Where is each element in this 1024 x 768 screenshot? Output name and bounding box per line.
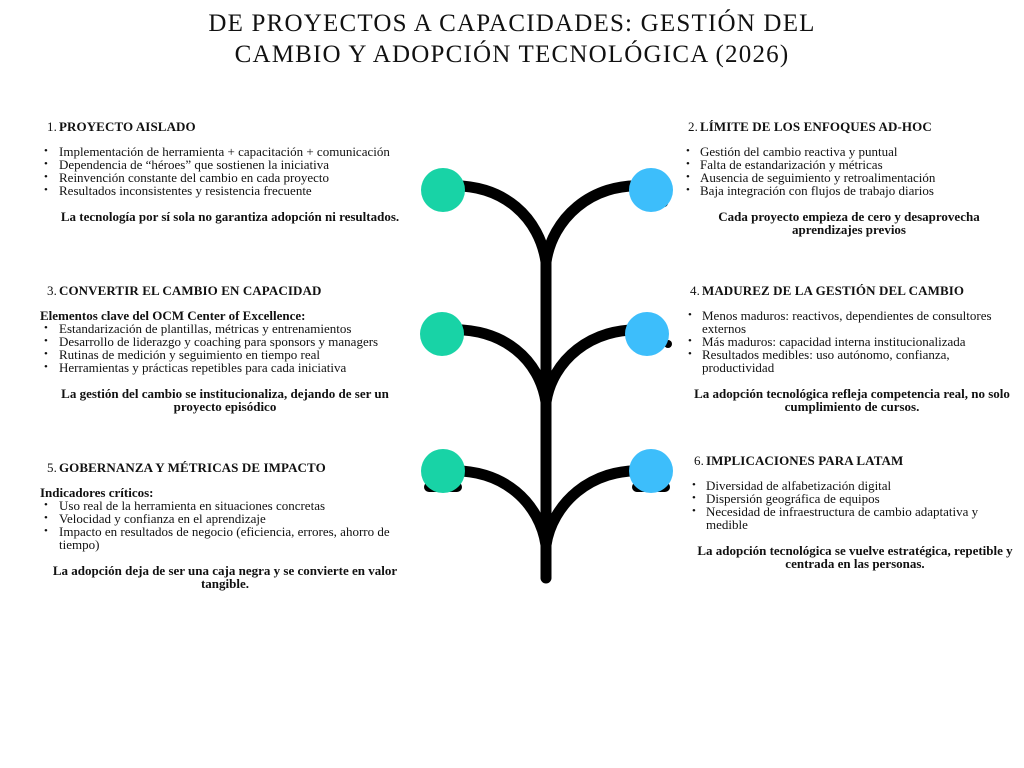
- list-item: • Más maduros: capacidad interna institucionalizada: [684, 335, 1020, 348]
- section-title: GOBERNANZA Y MÉTRICAS DE IMPACTO: [58, 460, 326, 475]
- list-item: • Dependencia de “héroes” que sostienen la iniciativa: [40, 158, 420, 171]
- node-2-circle: [629, 168, 673, 212]
- section-conclusion: La adopción tecnológica refleja competencia real, no solo cumplimiento de cursos.: [694, 386, 1010, 414]
- list-item: • Dispersión geográfica de equipos: [690, 492, 1020, 505]
- bullet-list: [40, 145, 420, 197]
- section-title: PROYECTO AISLADO: [58, 119, 196, 134]
- bullet-list: [690, 479, 1020, 531]
- tree-branches: [445, 186, 646, 578]
- section-conclusion: La tecnología por sí sola no garantiza adopción ni resultados.: [60, 209, 400, 224]
- section-conclusion: La gestión del cambio se institucionaliza, dejando de ser un proyecto episódico: [61, 386, 389, 414]
- list-item: • Ausencia de seguimiento y retroalimentación: [684, 171, 1014, 184]
- section-intro: Indicadores críticos:: [40, 485, 154, 500]
- section-2-limite-enfoques: [684, 119, 1014, 236]
- node-4-circle: [625, 312, 669, 356]
- section-number: 1.: [47, 119, 57, 134]
- section-heading: [40, 283, 410, 299]
- list-item: • Resultados medibles: uso autónomo, confianza, productividad: [684, 348, 1020, 374]
- list-item: • Rutinas de medición y seguimiento en tiempo real: [40, 348, 410, 361]
- section-4-madurez: [684, 283, 1020, 413]
- list-item: • Estandarización de plantillas, métricas y entrenamientos: [40, 322, 410, 335]
- section-number: 6.: [694, 453, 704, 468]
- list-item: • Gestión del cambio reactiva y puntual: [684, 145, 1014, 158]
- list-item: • Velocidad y confianza en el aprendizaje: [40, 512, 410, 525]
- section-heading: [40, 119, 420, 135]
- section-heading: [40, 460, 410, 476]
- node-5-circle: [421, 449, 465, 493]
- section-conclusion: La adopción deja de ser una caja negra y se convierte en valor tangible.: [52, 563, 398, 591]
- title-line-2: CAMBIO Y ADOPCIÓN TECNOLÓGICA (2026): [234, 41, 790, 68]
- section-title: LÍMITE DE LOS ENFOQUES AD-HOC: [699, 119, 932, 134]
- list-item: • Menos maduros: reactivos, dependientes de consultores externos: [684, 309, 1020, 335]
- section-heading: [684, 283, 1020, 299]
- section-title: IMPLICACIONES PARA LATAM: [705, 453, 904, 468]
- list-item: • Resultados inconsistentes y resistencia frecuente: [40, 184, 420, 197]
- section-title: CONVERTIR EL CAMBIO EN CAPACIDAD: [58, 283, 322, 298]
- list-item: • Reinvención constante del cambio en cada proyecto: [40, 171, 420, 184]
- bullet-list: [684, 145, 1014, 197]
- section-1-proyecto-aislado: [40, 119, 420, 223]
- section-number: 3.: [47, 283, 57, 298]
- section-conclusion: Cada proyecto empieza de cero y desaprovecha aprendizajes previos: [718, 209, 980, 237]
- section-3-convertir-cambio: [40, 283, 410, 413]
- list-item: • Baja integración con flujos de trabajo diarios: [684, 184, 1014, 197]
- node-1-circle: [421, 168, 465, 212]
- branch-6-right: [546, 471, 646, 545]
- list-item: • Herramientas y prácticas repetibles para cada iniciativa: [40, 361, 410, 374]
- section-conclusion: La adopción tecnológica se vuelve estratégica, repetible y centrada en las personas.: [697, 543, 1013, 571]
- node-6-circle: [629, 449, 673, 493]
- list-item: • Implementación de herramienta + capacitación + comunicación: [40, 145, 420, 158]
- bullet-list: [40, 499, 410, 551]
- section-5-gobernanza: [40, 460, 410, 590]
- list-item: • Necesidad de infraestructura de cambio adaptativa y medible: [690, 505, 1020, 531]
- section-6-latam: [690, 453, 1020, 570]
- section-number: 2.: [688, 119, 698, 134]
- list-item: • Impacto en resultados de negocio (eficiencia, errores, ahorro de tiempo): [40, 525, 410, 551]
- title-line-1: DE PROYECTOS A CAPACIDADES: GESTIÓN DEL: [208, 10, 816, 37]
- section-number: 4.: [690, 283, 700, 298]
- section-title: MADUREZ DE LA GESTIÓN DEL CAMBIO: [701, 283, 965, 298]
- bullet-list: [684, 309, 1020, 374]
- node-3-circle: [420, 312, 464, 356]
- bullet-list: [40, 322, 410, 374]
- section-intro: Elementos clave del OCM Center of Excellence:: [40, 308, 306, 323]
- section-heading: [690, 453, 1020, 469]
- list-item: • Desarrollo de liderazgo y coaching para sponsors y managers: [40, 335, 410, 348]
- list-item: • Falta de estandarización y métricas: [684, 158, 1014, 171]
- list-item: • Diversidad de alfabetización digital: [690, 479, 1020, 492]
- list-item: • Uso real de la herramienta en situaciones concretas: [40, 499, 410, 512]
- section-number: 5.: [47, 460, 57, 475]
- section-heading: [684, 119, 1014, 135]
